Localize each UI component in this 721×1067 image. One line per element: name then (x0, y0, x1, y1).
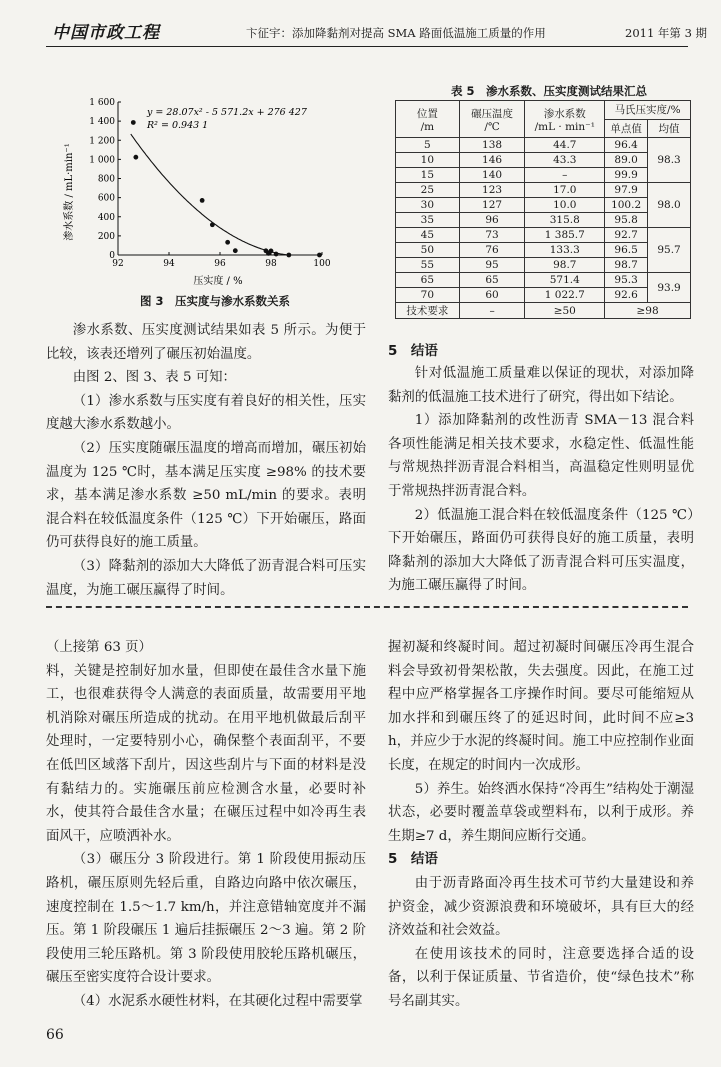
paragraph: 2）低温施工混合料在较低温度条件（125 ℃）下开始碾压，路面仍可获得良好的施工质量，表明降黏剂的添加大大降低了沥青混合料可压实温度，为施工碾压赢得了时间。 (388, 507, 694, 594)
section-heading: 5 结语 (388, 343, 438, 359)
table-cell-temp: 73 (459, 228, 525, 243)
data-point (317, 253, 322, 258)
table-cell-perm: 98.7 (525, 258, 605, 273)
table-row (396, 138, 691, 153)
page-number: 66 (46, 1027, 64, 1043)
fit-equation: y = 28.07x² - 5 571.2x + 276 427 (147, 107, 307, 118)
chart-points (131, 120, 322, 257)
table-row (396, 168, 691, 183)
table-cell-perm: 571.4 (525, 273, 605, 288)
table-cell-pos: 10 (396, 153, 460, 168)
table-cell-avg: 93.9 (648, 273, 691, 303)
table-cell-single: 89.0 (605, 153, 648, 168)
table-cell-temp: 96 (459, 213, 525, 228)
figure-3 (60, 92, 360, 292)
section-heading: 5 结语 (388, 851, 438, 868)
table-row (396, 213, 691, 228)
paragraph: 5）养生。始终洒水保持“冷再生”结构处于潮湿状态，必要时覆盖草袋或塑料布，以利于成形。养生期≥7 d，养生期间应断行交通。 (388, 781, 694, 844)
x-tick-label: 98 (265, 259, 277, 269)
paragraph: 在使用该技术的同时，注意要选择合适的设备，以利于保证质量、节省造价，使“绿色技术”称号名副其实。 (388, 946, 694, 1009)
data-point (200, 198, 205, 203)
table-cell-pos: 70 (396, 288, 460, 303)
paragraph: （3）碾压分 3 阶段进行。第 1 阶段使用振动压路机，碾压原则先轻后重，自路边向路中依次碾压，速度控制在 1.5～1.7 km/h，并注意错轴宽度并不漏压。第 1 阶段碾压 1 遍后挂振碾压 2～3 遍。第 2 阶段使用三轮压路机。第 3 阶段使用胶轮压路机碾压，碾压至密实度符合设计要求。 (46, 852, 366, 986)
table-cell-perm: 1 385.7 (525, 228, 605, 243)
issue-label: 2011 年第 3 期 (625, 26, 708, 40)
paragraph: （4）水泥系水硬性材料，在其硬化过程中需要掌 (72, 993, 363, 1009)
col-header-single: 单点值 (605, 119, 648, 138)
y-tick-label: 1 600 (89, 98, 115, 108)
y-tick-label: 1 200 (89, 136, 115, 147)
y-tick-label: 800 (97, 174, 115, 185)
table-row (396, 243, 691, 258)
y-tick-label: 600 (97, 193, 115, 204)
paragraph: （3）降黏剂的添加大大降低了沥青混合料可压实温度，为施工碾压赢得了时间。 (46, 558, 366, 598)
table-cell-temp: 76 (459, 243, 525, 258)
table-cell-pos: 50 (396, 243, 460, 258)
table-row (396, 183, 691, 198)
table-cell-temp: 140 (459, 168, 525, 183)
paragraph: 握初凝和终凝时间。超过初凝时间碾压冷再生混合料会导致初骨架松散，失去强度。因此，在施工过程中应严格掌握各工序操作时间。要尽可能缩短从加水拌和到碾压终了的延迟时间，此时间不应≥3 h，并应少于水泥的终凝时间。施工中应控制作业面长度，在规定的时间内一次成形。 (388, 640, 694, 773)
table-cell-temp: 127 (459, 198, 525, 213)
x-tick-label: 100 (313, 259, 331, 269)
table-row (396, 228, 691, 243)
fit-curve (131, 134, 304, 255)
table-cell-pos: 15 (396, 168, 460, 183)
lower-right-text (388, 636, 694, 1014)
lower-left-text (46, 636, 366, 1014)
table-cell-pos: 45 (396, 228, 460, 243)
table-5 (395, 100, 691, 319)
right-column-text (388, 340, 694, 598)
table-cell-temp: 138 (459, 138, 525, 153)
paragraph: 针对低温施工质量难以保证的现状，对添加降黏剂的低温施工技术进行了研究，得出如下结论。 (388, 366, 694, 405)
paragraph: 1）添加降黏剂的改性沥青 SMA－13 混合料各项性能满足相关技术要求，水稳定性、低温性能与常规热拌沥青混合料相当，高温稳定性则明显优于常规热拌沥青混合料。 (388, 413, 694, 499)
req-label: 技术要求 (396, 303, 460, 319)
table-cell-temp: 95 (459, 258, 525, 273)
data-point (286, 253, 291, 258)
table-cell-temp: 65 (459, 273, 525, 288)
table-cell-temp: 146 (459, 153, 525, 168)
table-cell-single: 98.7 (605, 258, 648, 273)
table-cell-perm: 1 022.7 (525, 288, 605, 303)
table-cell-temp: 123 (459, 183, 525, 198)
table-row (396, 153, 691, 168)
col-header-position: 位置 /m (396, 101, 460, 138)
table-cell-perm: 17.0 (525, 183, 605, 198)
col-header-avg: 均值 (648, 119, 691, 138)
y-axis-label: 渗水系数 / mL·min⁻¹ (64, 143, 75, 241)
req-temp: – (459, 303, 525, 319)
data-point (225, 240, 230, 245)
data-point (233, 248, 238, 253)
col-header-marshall: 马氏压实度/% (605, 101, 691, 120)
journal-logo: 中国市政工程 (52, 23, 160, 43)
x-axis-label: 压实度 / % (193, 276, 243, 287)
table-cell-single: 99.9 (605, 168, 648, 183)
article-divider (46, 606, 688, 608)
paragraph: 渗水系数、压实度测试结果如表 5 所示。为便于比较，该表还增列了碾压初始温度。 (46, 323, 366, 362)
table-cell-avg: 95.7 (648, 228, 691, 273)
figure-caption: 图 3 压实度与渗水系数关系 (140, 294, 291, 308)
table-cell-single: 97.9 (605, 183, 648, 198)
running-title: 卞征宇：添加降黏剂对提高 SMA 路面低温施工质量的作用 (246, 26, 546, 40)
x-tick-label: 96 (214, 259, 226, 269)
table-cell-perm: 44.7 (525, 138, 605, 153)
table-cell-pos: 65 (396, 273, 460, 288)
fit-r2: R² = 0.943 1 (147, 120, 209, 131)
table-cell-pos: 55 (396, 258, 460, 273)
table-cell-perm: 43.3 (525, 153, 605, 168)
table-cell-pos: 35 (396, 213, 460, 228)
y-tick-label: 1 000 (89, 155, 115, 166)
paragraph: 料，关键是控制好加水量，但即使在最佳含水量下施工，也很难获得令人满意的表面质量，故需要用平地机消除对碾压所造成的扰动。在用平地机做最后刮平处理时，一定要特别小心，确保整个表面刮平，不要在低凹区域落下刮片，因这些刮片与下面的材料是没有黏结力的。实施碾压前应检测含水量，必要时补水，使其符合最佳含水量；在碾压过程中如冷再生表面风干，应喷洒补水。 (46, 663, 366, 844)
y-tick-label: 1 400 (89, 117, 115, 128)
table-cell-avg: 98.3 (648, 138, 691, 183)
table-cell-pos: 30 (396, 198, 460, 213)
req-perm: ≥50 (525, 303, 605, 319)
table-cell-avg: 98.0 (648, 183, 691, 228)
table-cell-single: 92.7 (605, 228, 648, 243)
paragraph: （1）渗水系数与压实度有着良好的相关性，压实度越大渗水系数越小。 (46, 393, 366, 433)
data-point (210, 222, 215, 227)
table-cell-single: 96.5 (605, 243, 648, 258)
table-title: 表 5 渗水系数、压实度测试结果汇总 (451, 84, 648, 98)
header-rule (46, 46, 688, 47)
table-cell-perm: 133.3 (525, 243, 605, 258)
table-cell-single: 96.4 (605, 138, 648, 153)
table-row (396, 198, 691, 213)
scatter-chart (60, 92, 360, 292)
paragraph: 由于沥青路面冷再生技术可节约大量建设和养护资金，减少资源浪费和环境破坏，具有巨大的经济效益和社会效益。 (388, 875, 694, 939)
table-cell-single: 92.6 (605, 288, 648, 303)
x-tick-label: 94 (163, 259, 175, 269)
x-tick-label: 92 (112, 259, 124, 269)
table-row (396, 273, 691, 288)
table-cell-perm: 315.8 (525, 213, 605, 228)
table-row (396, 288, 691, 303)
table-cell-single: 100.2 (605, 198, 648, 213)
data-point (133, 155, 138, 160)
table-cell-perm: 10.0 (525, 198, 605, 213)
data-point (274, 252, 279, 257)
data-point (269, 248, 274, 253)
table-cell-single: 95.3 (605, 273, 648, 288)
paragraph: 由图 2、图 3、表 5 可知： (72, 370, 236, 386)
continuation-note: （上接第 63 页） (46, 640, 152, 655)
table-cell-single: 95.8 (605, 213, 648, 228)
req-marshall: ≥98 (605, 303, 691, 319)
y-tick-label: 0 (109, 251, 115, 261)
data-point (131, 120, 136, 125)
table-cell-pos: 25 (396, 183, 460, 198)
paragraph: （2）压实度随碾压温度的增高而增加，碾压初始温度为 125 ℃时，基本满足压实度 ≥98% 的技术要求，基本满足渗水系数 ≥50 mL/min 的要求。表明混合料在较低温度条件（125 ℃）下开始碾压，路面仍可获得良好的施工质量。 (46, 440, 366, 551)
y-tick-label: 400 (97, 212, 115, 223)
col-header-temp: 碾压温度 /℃ (459, 101, 525, 138)
table-row (396, 258, 691, 273)
left-column-text (46, 319, 366, 602)
table-cell-pos: 5 (396, 138, 460, 153)
table-cell-temp: 60 (459, 288, 525, 303)
col-header-perm: 渗水系数 /mL · min⁻¹ (525, 101, 605, 138)
table-cell-perm: – (525, 168, 605, 183)
y-tick-label: 200 (97, 231, 115, 242)
chart-ticks (89, 98, 331, 269)
